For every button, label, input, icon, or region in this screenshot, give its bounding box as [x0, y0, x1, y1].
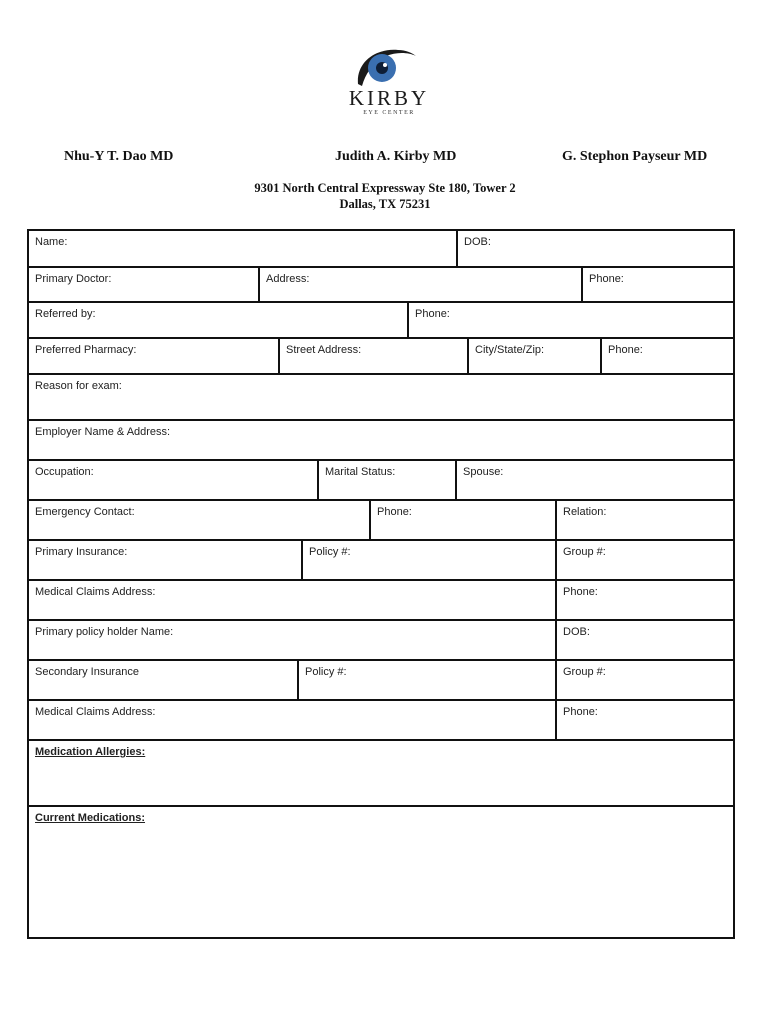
form-row: [29, 337, 733, 375]
form-row: [29, 805, 733, 937]
name-label: Name:: [35, 236, 68, 248]
form-row: [29, 659, 733, 701]
primary-insurance-field[interactable]: [29, 541, 301, 581]
form-row: [29, 739, 733, 807]
form-row: [29, 699, 733, 741]
patient-intake-form: [27, 229, 735, 939]
spouse-field[interactable]: [455, 461, 733, 501]
form-row: [29, 266, 733, 303]
clinic-address-line2: Dallas, TX 75231: [339, 197, 431, 211]
city-state-zip-label: City/State/Zip:: [475, 344, 545, 356]
emergency-contact-label: Emergency Contact:: [35, 506, 135, 518]
policy-field[interactable]: [301, 541, 557, 581]
emergency-phone-field[interactable]: [369, 501, 557, 541]
doctor-name: Nhu-Y T. Dao MD: [64, 149, 174, 164]
occupation-field[interactable]: [29, 461, 317, 501]
reason-for-exam-label: Reason for exam:: [35, 380, 122, 392]
policy-label: Policy #:: [309, 546, 351, 558]
form-row: [29, 231, 733, 266]
holder-dob-label: DOB:: [563, 626, 590, 638]
holder-dob-field[interactable]: [555, 621, 733, 661]
current-medications-field[interactable]: [29, 807, 733, 937]
phone-field[interactable]: [581, 268, 733, 303]
secondary-insurance-field[interactable]: [29, 661, 297, 701]
claims-phone-label: Phone:: [563, 706, 598, 718]
primary-doctor-label: Primary Doctor:: [35, 273, 112, 285]
spouse-label: Spouse:: [463, 466, 504, 478]
policy-label: Policy #:: [305, 666, 347, 678]
doctor-name: Judith A. Kirby MD: [335, 149, 457, 164]
city-state-zip-field[interactable]: [467, 339, 602, 375]
medication-allergies-label: Medication Allergies:: [35, 746, 146, 758]
marital-status-label: Marital Status:: [325, 466, 396, 478]
preferred-pharmacy-label: Preferred Pharmacy:: [35, 344, 137, 356]
logo-wordmark: KIRBY: [348, 86, 430, 110]
medical-claims-address-label: Medical Claims Address:: [35, 706, 156, 718]
pharmacy-phone-label: Phone:: [608, 344, 643, 356]
kirby-eye-center-logo: [336, 44, 442, 122]
medication-allergies-field[interactable]: [29, 741, 733, 807]
medical-claims-address-field[interactable]: [29, 581, 555, 621]
occupation-label: Occupation:: [35, 466, 94, 478]
reason-for-exam-field[interactable]: [29, 375, 733, 421]
medical-claims-address-field[interactable]: [29, 701, 555, 741]
form-row: [29, 619, 733, 661]
primary-doctor-field[interactable]: [29, 268, 258, 303]
claims-phone-field[interactable]: [555, 701, 733, 741]
form-row: [29, 419, 733, 461]
logo-subtitle: EYE CENTER: [363, 110, 415, 116]
phone-label: Phone:: [589, 273, 624, 285]
clinic-address-line1: 9301 North Central Expressway Ste 180, Tower 2: [254, 181, 516, 195]
referred-phone-label: Phone:: [415, 308, 450, 320]
form-row: [29, 459, 733, 501]
form-row: [29, 539, 733, 581]
emergency-phone-label: Phone:: [377, 506, 412, 518]
claims-phone-label: Phone:: [563, 586, 598, 598]
group-field[interactable]: [555, 541, 733, 581]
form-row: [29, 301, 733, 339]
relation-label: Relation:: [563, 506, 607, 518]
emergency-contact-field[interactable]: [29, 501, 369, 541]
name-field[interactable]: [29, 231, 456, 266]
preferred-pharmacy-field[interactable]: [29, 339, 278, 375]
form-row: [29, 579, 733, 621]
policy-holder-name-field[interactable]: [29, 621, 555, 661]
address-field[interactable]: [258, 268, 583, 303]
referred-by-label: Referred by:: [35, 308, 96, 320]
medical-claims-address-label: Medical Claims Address:: [35, 586, 156, 598]
address-label: Address:: [266, 273, 310, 285]
relation-field[interactable]: [555, 501, 733, 541]
primary-insurance-label: Primary Insurance:: [35, 546, 128, 558]
employer-label: Employer Name & Address:: [35, 426, 171, 438]
form-row: [29, 499, 733, 541]
eye-icon: [336, 44, 442, 88]
secondary-insurance-label: Secondary Insurance: [35, 666, 139, 678]
current-medications-label: Current Medications:: [35, 812, 146, 824]
policy-holder-name-label: Primary policy holder Name:: [35, 626, 174, 638]
doctor-name: G. Stephon Payseur MD: [562, 149, 708, 164]
group-field[interactable]: [555, 661, 733, 701]
group-label: Group #:: [563, 546, 606, 558]
dob-field[interactable]: [456, 231, 733, 266]
referred-by-field[interactable]: [29, 303, 407, 339]
form-row: [29, 373, 733, 421]
employer-field[interactable]: [29, 421, 733, 461]
street-address-label: Street Address:: [286, 344, 362, 356]
street-address-field[interactable]: [278, 339, 469, 375]
dob-label: DOB:: [464, 236, 491, 248]
policy-field[interactable]: [297, 661, 557, 701]
group-label: Group #:: [563, 666, 606, 678]
pharmacy-phone-field[interactable]: [600, 339, 733, 375]
marital-status-field[interactable]: [317, 461, 457, 501]
claims-phone-field[interactable]: [555, 581, 733, 621]
referred-phone-field[interactable]: [407, 303, 733, 339]
